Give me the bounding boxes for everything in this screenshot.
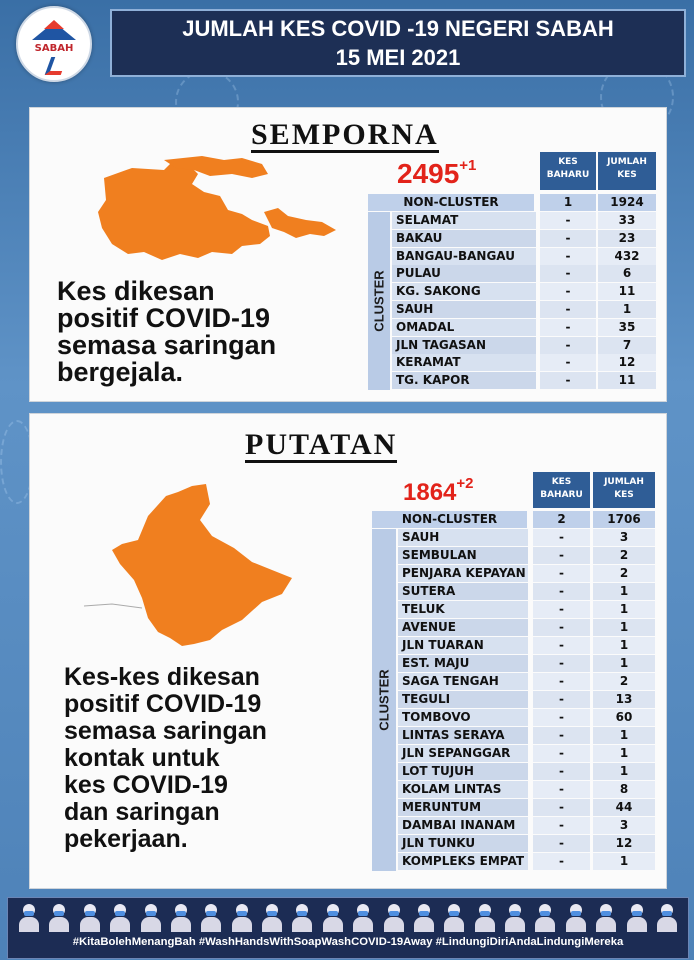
row-new: 1	[540, 194, 596, 211]
row-total: 432	[598, 248, 656, 265]
semporna-map-mainland	[98, 162, 270, 260]
row-total: 6	[598, 265, 656, 282]
putatan-map-shape	[112, 484, 292, 646]
row-new: -	[533, 781, 590, 798]
title-line-2: 15 MEI 2021	[335, 45, 461, 70]
row-new: -	[540, 319, 596, 336]
header-new-cases: KES BAHARU	[533, 472, 590, 508]
row-total: 1	[593, 853, 655, 870]
row-new: -	[533, 691, 590, 708]
row-total: 60	[593, 709, 655, 726]
row-total: 1	[593, 763, 655, 780]
row-new: -	[533, 619, 590, 636]
row-name: MERUNTUM	[398, 799, 528, 816]
cluster-row	[392, 372, 656, 390]
row-name: PENJARA KEPAYAN	[398, 565, 528, 582]
row-new: -	[533, 637, 590, 654]
cluster-row	[398, 619, 655, 637]
row-total: 2	[593, 673, 655, 690]
row-total: 7	[598, 337, 656, 354]
masked-person-icon	[413, 902, 435, 932]
row-name: JLN TUNKU	[398, 835, 528, 852]
total-cases	[397, 158, 476, 190]
masked-person-icon	[48, 902, 70, 932]
description-line: semasa saringan	[64, 717, 267, 745]
putatan-map	[82, 482, 302, 652]
description-line: pekerjaan.	[64, 825, 188, 853]
row-new: -	[533, 583, 590, 600]
row-new: -	[533, 673, 590, 690]
masked-person-icon	[200, 902, 222, 932]
row-total: 3	[593, 529, 655, 546]
row-name: SUTERA	[398, 583, 528, 600]
putatan-panel	[29, 413, 667, 889]
row-name: SAGA TENGAH	[398, 673, 528, 690]
row-name: DAMBAI INANAM	[398, 817, 528, 834]
row-total: 1924	[598, 194, 656, 211]
row-total: 1	[593, 583, 655, 600]
putatan-map-shadow	[84, 604, 142, 608]
masked-person-icon	[261, 902, 283, 932]
row-name: TEGULI	[398, 691, 528, 708]
swoosh-icon	[45, 57, 68, 75]
cluster-row	[398, 655, 655, 673]
row-new: -	[533, 799, 590, 816]
row-total: 11	[598, 283, 656, 300]
new-count: +2	[456, 475, 474, 492]
masked-person-icon	[140, 902, 162, 932]
cluster-row	[398, 691, 655, 709]
masked-person-icon	[504, 902, 526, 932]
row-new: -	[540, 283, 596, 300]
row-name: KOLAM LINTAS	[398, 781, 528, 798]
row-name: AVENUE	[398, 619, 528, 636]
masked-person-icon	[383, 902, 405, 932]
row-name: PULAU	[392, 265, 536, 282]
row-name: SEMBULAN	[398, 547, 528, 564]
row-total: 11	[598, 372, 656, 389]
row-total: 3	[593, 817, 655, 834]
district-name: SEMPORNA	[251, 118, 439, 151]
semporna-map-island-small	[264, 208, 336, 238]
cluster-row	[392, 212, 656, 230]
cluster-row	[392, 230, 656, 248]
cluster-label: CLUSTER	[368, 212, 390, 390]
row-total: 44	[593, 799, 655, 816]
row-name: KERAMAT	[392, 354, 536, 371]
non-cluster-row	[368, 194, 656, 212]
cluster-row	[392, 265, 656, 283]
row-name: EST. MAJU	[398, 655, 528, 672]
row-total: 1	[593, 727, 655, 744]
total-count: 1864	[403, 479, 457, 506]
row-new: -	[540, 212, 596, 229]
row-name: KOMPLEKS EMPAT	[398, 853, 528, 870]
masked-person-icon	[109, 902, 131, 932]
cluster-row	[392, 301, 656, 319]
row-new: -	[540, 230, 596, 247]
cluster-row	[398, 799, 655, 817]
cluster-row	[398, 781, 655, 799]
row-name: BANGAU-BANGAU	[392, 248, 536, 265]
row-total: 1	[593, 655, 655, 672]
total-cases	[403, 475, 474, 507]
district-name: PUTATAN	[245, 428, 398, 461]
masked-person-icon	[231, 902, 253, 932]
total-count: 2495	[397, 158, 460, 189]
row-name: LOT TUJUH	[398, 763, 528, 780]
row-new: -	[533, 763, 590, 780]
page-title	[110, 9, 686, 77]
row-new: -	[533, 727, 590, 744]
cluster-row	[392, 248, 656, 266]
new-count: +1	[459, 156, 477, 174]
description-line: kontak untuk	[64, 744, 220, 772]
masked-person-icon	[170, 902, 192, 932]
masked-person-icon	[18, 902, 40, 932]
row-new: -	[533, 853, 590, 870]
row-name: TG. KAPOR	[392, 372, 536, 389]
cluster-row	[392, 283, 656, 301]
row-total: 1	[593, 637, 655, 654]
cluster-row	[398, 853, 655, 871]
cluster-row	[398, 637, 655, 655]
header-total-cases: JUMLAH KES	[598, 152, 656, 190]
row-total: 1	[593, 745, 655, 762]
row-name: TOMBOVO	[398, 709, 528, 726]
row-new: -	[533, 709, 590, 726]
row-name: NON-CLUSTER	[372, 511, 527, 528]
cluster-row	[398, 817, 655, 835]
row-new: -	[533, 601, 590, 618]
cluster-label: CLUSTER	[372, 529, 396, 871]
row-total: 1	[593, 601, 655, 618]
masked-person-icon	[626, 902, 648, 932]
row-name: KG. SAKONG	[392, 283, 536, 300]
row-name: TELUK	[398, 601, 528, 618]
title-line-1: JUMLAH KES COVID -19 NEGERI SABAH	[182, 16, 614, 41]
footer-banner	[7, 897, 689, 959]
row-name: SAUH	[398, 529, 528, 546]
description-line: Kes dikesan	[57, 276, 215, 306]
description-line: Kes-kes dikesan	[64, 663, 260, 691]
row-new: -	[540, 354, 596, 371]
cluster-row	[398, 673, 655, 691]
row-total: 1	[598, 301, 656, 318]
cluster-row	[398, 709, 655, 727]
row-new: -	[540, 337, 596, 354]
row-name: SELAMAT	[392, 212, 536, 229]
description-line: kes COVID-19	[64, 771, 228, 799]
row-new: -	[533, 835, 590, 852]
row-total: 33	[598, 212, 656, 229]
semporna-map	[92, 156, 342, 266]
row-total: 2	[593, 565, 655, 582]
masked-person-icon	[443, 902, 465, 932]
sabah-logo	[16, 6, 92, 82]
row-total: 1706	[593, 511, 655, 528]
cluster-row	[398, 529, 655, 547]
description-line: positif COVID-19	[57, 303, 271, 333]
row-name: OMADAL	[392, 319, 536, 336]
cluster-row	[398, 565, 655, 583]
header-total-cases: JUMLAH KES	[593, 472, 655, 508]
logo-text: SABAH	[34, 43, 74, 54]
description-line: semasa saringan	[57, 330, 277, 360]
row-total: 23	[598, 230, 656, 247]
cluster-row	[398, 547, 655, 565]
masked-person-icon	[79, 902, 101, 932]
row-total: 13	[593, 691, 655, 708]
row-total: 8	[593, 781, 655, 798]
row-total: 35	[598, 319, 656, 336]
case-description	[64, 664, 267, 853]
row-new: -	[540, 372, 596, 389]
masked-person-icon	[322, 902, 344, 932]
row-total: 12	[593, 835, 655, 852]
row-new: -	[533, 745, 590, 762]
cluster-row	[392, 319, 656, 337]
row-new: -	[533, 529, 590, 546]
masked-person-icon	[656, 902, 678, 932]
row-name: BAKAU	[392, 230, 536, 247]
description-line: bergejala.	[57, 357, 184, 387]
case-description	[57, 278, 276, 386]
row-new: -	[540, 301, 596, 318]
row-total: 1	[593, 619, 655, 636]
masked-person-icon	[474, 902, 496, 932]
cluster-row	[392, 354, 656, 372]
hashtags: #KitaBolehMenangBah #WashHandsWithSoapWashCOVID-19Away #LindungiDiriAndaLindungiMereka	[72, 936, 624, 948]
masked-person-icon	[291, 902, 313, 932]
row-name: JLN SEPANGGAR	[398, 745, 528, 762]
description-line: positif COVID-19	[64, 690, 262, 718]
cluster-row	[398, 835, 655, 853]
non-cluster-row	[372, 511, 655, 529]
row-name: LINTAS SERAYA	[398, 727, 528, 744]
row-new: -	[540, 265, 596, 282]
mountain-peak-icon	[44, 20, 64, 29]
cluster-row	[398, 745, 655, 763]
cluster-row	[392, 337, 656, 355]
masked-person-icon	[595, 902, 617, 932]
cluster-row	[398, 763, 655, 781]
row-total: 12	[598, 354, 656, 371]
masked-person-icon	[352, 902, 374, 932]
row-name: JLN TAGASAN	[392, 337, 536, 354]
cluster-row	[398, 727, 655, 745]
row-name: JLN TUARAN	[398, 637, 528, 654]
header-new-cases: KES BAHARU	[540, 152, 596, 190]
row-new: -	[533, 565, 590, 582]
masked-person-icon	[565, 902, 587, 932]
semporna-panel	[29, 107, 667, 402]
row-name: SAUH	[392, 301, 536, 318]
row-new: -	[533, 817, 590, 834]
description-line: dan saringan	[64, 798, 220, 826]
row-new: 2	[533, 511, 590, 528]
row-total: 2	[593, 547, 655, 564]
frontliner-icons	[18, 902, 678, 934]
row-name: NON-CLUSTER	[368, 194, 534, 211]
masked-person-icon	[534, 902, 556, 932]
row-new: -	[533, 547, 590, 564]
cluster-row	[398, 601, 655, 619]
row-new: -	[540, 248, 596, 265]
row-new: -	[533, 655, 590, 672]
cluster-row	[398, 583, 655, 601]
